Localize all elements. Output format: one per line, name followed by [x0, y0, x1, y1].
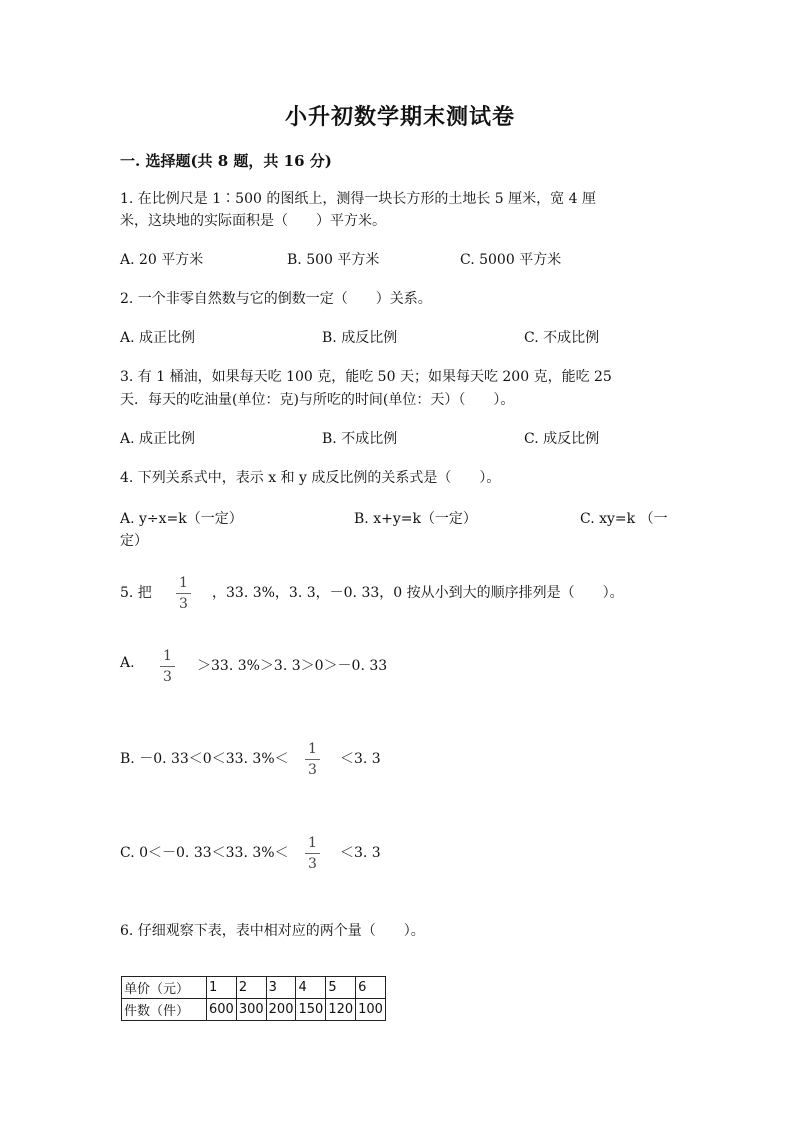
page-title: 小升初数学期末测试卷: [284, 104, 515, 130]
table-cell: 100: [356, 999, 386, 1021]
table-cell: 2: [236, 977, 266, 999]
question-2-option-c[interactable]: C. 不成比例: [524, 330, 600, 346]
fraction-numerator: 1: [176, 576, 191, 594]
question-2-option-a[interactable]: A. 成正比例: [120, 330, 196, 346]
question-1-line-1: 1. 在比例尺是 1∶500 的图纸上，测得一块长方形的土地长 5 厘米，宽 4 厘: [120, 191, 596, 207]
question-3-option-a[interactable]: A. 成正比例: [120, 431, 196, 447]
question-4-line-1: 4. 下列关系式中，表示 x 和 y 成反比例的关系式是（ ）。: [120, 470, 501, 486]
table-cell: 600: [207, 999, 237, 1021]
fraction-numerator: 1: [305, 742, 320, 760]
question-4-option-c[interactable]: C. xy=k （一: [580, 511, 668, 527]
question-3-option-c[interactable]: C. 成反比例: [524, 431, 600, 447]
fraction-denominator: 3: [308, 856, 317, 872]
section-heading: 一. 选择题(共 8 题，共 16 分): [120, 152, 332, 170]
table-cell: 3: [266, 977, 296, 999]
question-5-option-c-prefix[interactable]: C. 0＜－0. 33＜33. 3%＜: [120, 845, 289, 861]
question-4-option-a[interactable]: A. y÷x=k（一定）: [120, 511, 243, 527]
question-5-option-a-prefix[interactable]: A.: [120, 655, 135, 671]
question-5-fraction: [176, 576, 191, 611]
table-cell: 单价（元）: [122, 977, 207, 999]
price-quantity-table: [121, 976, 386, 1021]
question-5-prefix: 5. 把: [120, 585, 152, 601]
question-5-option-b-fraction: [305, 742, 320, 777]
question-3-line-2: 天．每天的吃油量(单位：克)与所吃的时间(单位：天）（ ）。: [120, 392, 515, 408]
question-4-option-c-wrap: 定）: [120, 533, 148, 549]
question-1-option-a[interactable]: A. 20 平方米: [120, 252, 204, 268]
table-cell: 200: [266, 999, 296, 1021]
question-1-option-b[interactable]: B. 500 平方米: [287, 252, 380, 268]
table-cell: 5: [326, 977, 356, 999]
table-row: [122, 977, 386, 999]
table-cell: 1: [207, 977, 237, 999]
table-cell: 6: [356, 977, 386, 999]
fraction-denominator: 3: [308, 762, 317, 778]
question-5-option-c-fraction: [305, 836, 320, 871]
question-5-option-b-prefix[interactable]: B. －0. 33＜0＜33. 3%＜: [120, 751, 289, 767]
table-row: [122, 999, 386, 1021]
fraction-denominator: 3: [179, 596, 188, 612]
question-5-suffix: ，33. 3%，3. 3，－0. 33，0 按从小到大的顺序排列是（ ）。: [212, 585, 624, 601]
question-5-option-a-suffix: ＞33. 3%＞3. 3＞0＞－0. 33: [197, 658, 388, 674]
question-5-option-b-suffix: ＜3. 3: [340, 751, 381, 767]
question-1-option-c[interactable]: C. 5000 平方米: [460, 252, 562, 268]
table-cell: 件数（件）: [122, 999, 207, 1021]
fraction-denominator: 3: [163, 669, 172, 685]
table-cell: 300: [236, 999, 266, 1021]
table-cell: 120: [326, 999, 356, 1021]
fraction-numerator: 1: [305, 836, 320, 854]
question-1-line-2: 米，这块地的实际面积是（ ）平方米。: [120, 213, 386, 229]
question-6-line-1: 6. 仔细观察下表，表中相对应的两个量（ ）。: [120, 923, 425, 939]
question-2-option-b[interactable]: B. 成反比例: [322, 330, 398, 346]
question-5-option-a-fraction: [160, 649, 175, 684]
question-3-line-1: 3. 有 1 桶油，如果每天吃 100 克，能吃 50 天；如果每天吃 200 克，能吃 25: [120, 369, 612, 385]
fraction-numerator: 1: [160, 649, 175, 667]
question-4-option-b[interactable]: B. x+y=k（一定）: [354, 511, 477, 527]
question-3-option-b[interactable]: B. 不成比例: [322, 431, 398, 447]
question-2-line-1: 2. 一个非零自然数与它的倒数一定（ ）关系。: [120, 291, 432, 307]
question-5-option-c-suffix: ＜3. 3: [340, 845, 381, 861]
table-cell: 4: [296, 977, 326, 999]
table-cell: 150: [296, 999, 326, 1021]
